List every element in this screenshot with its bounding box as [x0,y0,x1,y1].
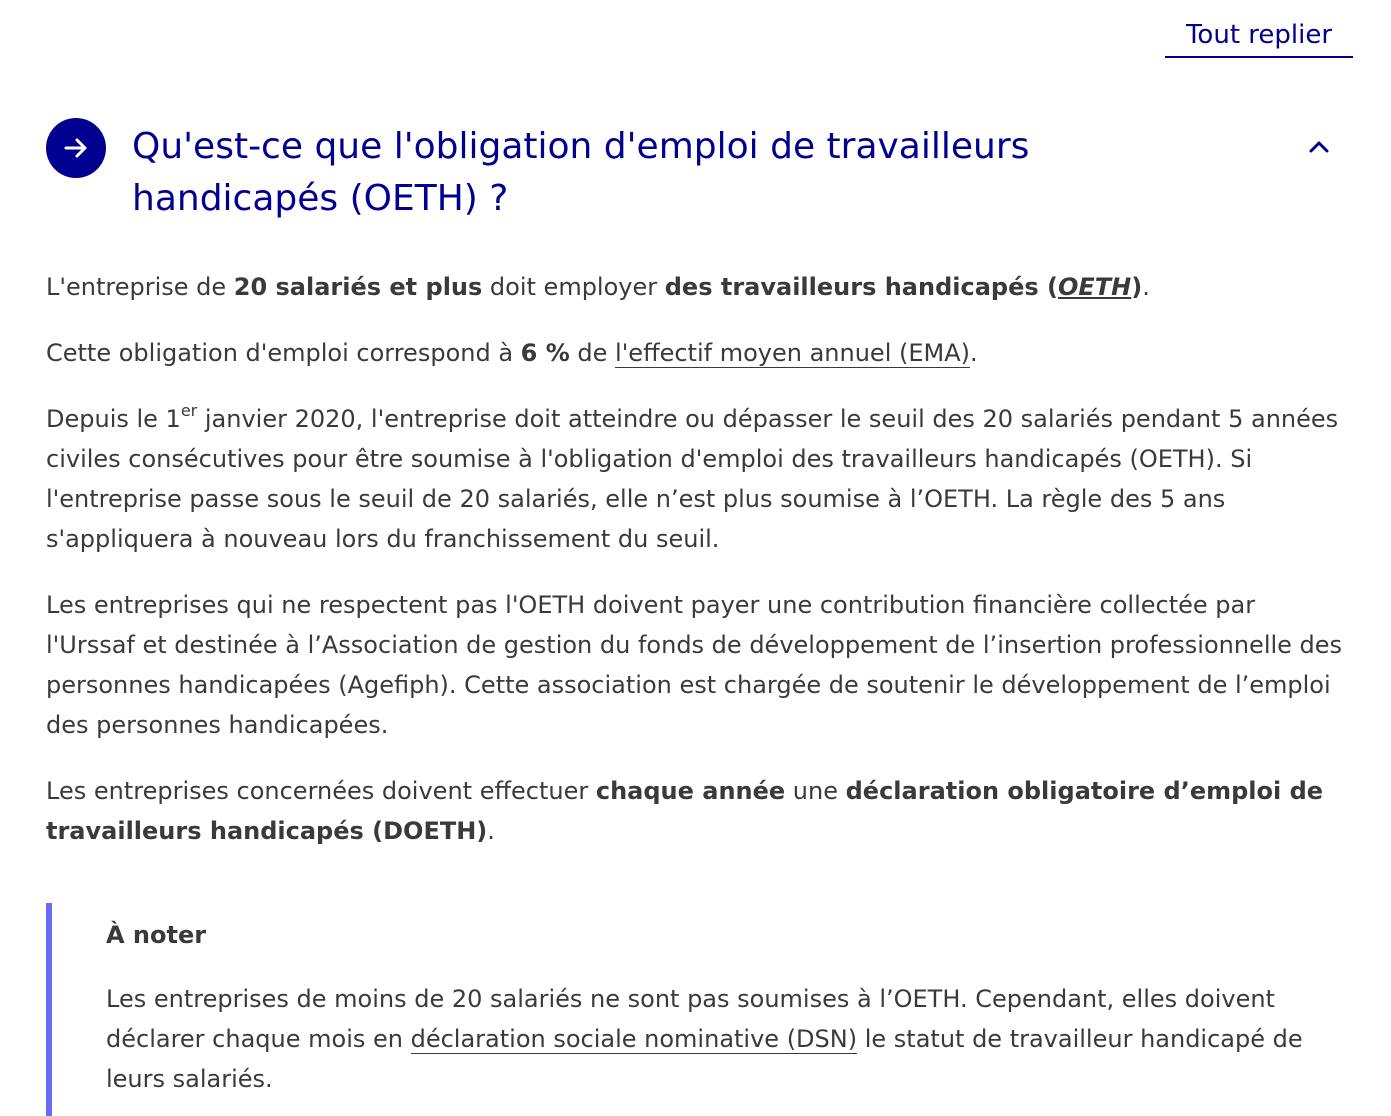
section-title: Qu'est-ce que l'obligation d'emploi de travailleurs handicapés (OETH) ? [132,126,1030,219]
dsn-link[interactable]: déclaration sociale nominative (DSN) [410,1025,858,1053]
note-text: Les entreprises de moins de 20 salariés ne sont pas soumises à l’OETH. Cependant, elles doivent déclarer chaque mois en déclaration sociale nominative (DSN) le statut de travailleur handicapé de leurs salariés. [106,985,1303,1093]
oeth-link[interactable]: OETH [1057,273,1132,301]
arrow-right-icon [46,118,106,178]
collapse-all-button[interactable]: Tout replier [1165,14,1353,58]
paragraph-doeth: Les entreprises concernées doivent effectuer chaque année une déclaration obligatoire d’emploi de travailleurs handicapés (DOETH). [46,777,1324,845]
chevron-up-icon[interactable] [1304,132,1334,162]
paragraph-oeth-intro: L'entreprise de 20 salariés et plus doit employer des travailleurs handicapés (OETH). [46,273,1150,301]
paragraph-obligation-rate: Cette obligation d'emploi correspond à 6 % de l'effectif moyen annuel (EMA). [46,339,978,367]
note-title: À noter [106,921,207,949]
accordion-header[interactable] [46,118,1356,225]
paragraph-threshold-rule: Depuis le 1er janvier 2020, l'entreprise doit atteindre ou dépasser le seuil des 20 salariés pendant 5 années civiles consécutives pour être soumise à l'obligation d'emploi des travailleurs handicapés (OETH). Si l'entreprise passe sous le seuil de 20 salariés, elle n’est plus soumise à l’OETH. La règle des 5 ans s'appliquera à nouveau lors du franchissement du seuil. [46,401,1339,553]
accordion-content [46,267,1346,851]
note-callout [46,903,1346,1116]
paragraph-contribution: Les entreprises qui ne respectent pas l'OETH doivent payer une contribution financière collectée par l'Urssaf et destinée à l’Association de gestion du fonds de développement de l’insertion professionnelle des personnes handicapées (Agefiph). Cette association est chargée de soutenir le développement de l’emploi des personnes handicapées. [46,591,1343,739]
ema-link[interactable]: l'effectif moyen annuel (EMA) [615,339,971,367]
